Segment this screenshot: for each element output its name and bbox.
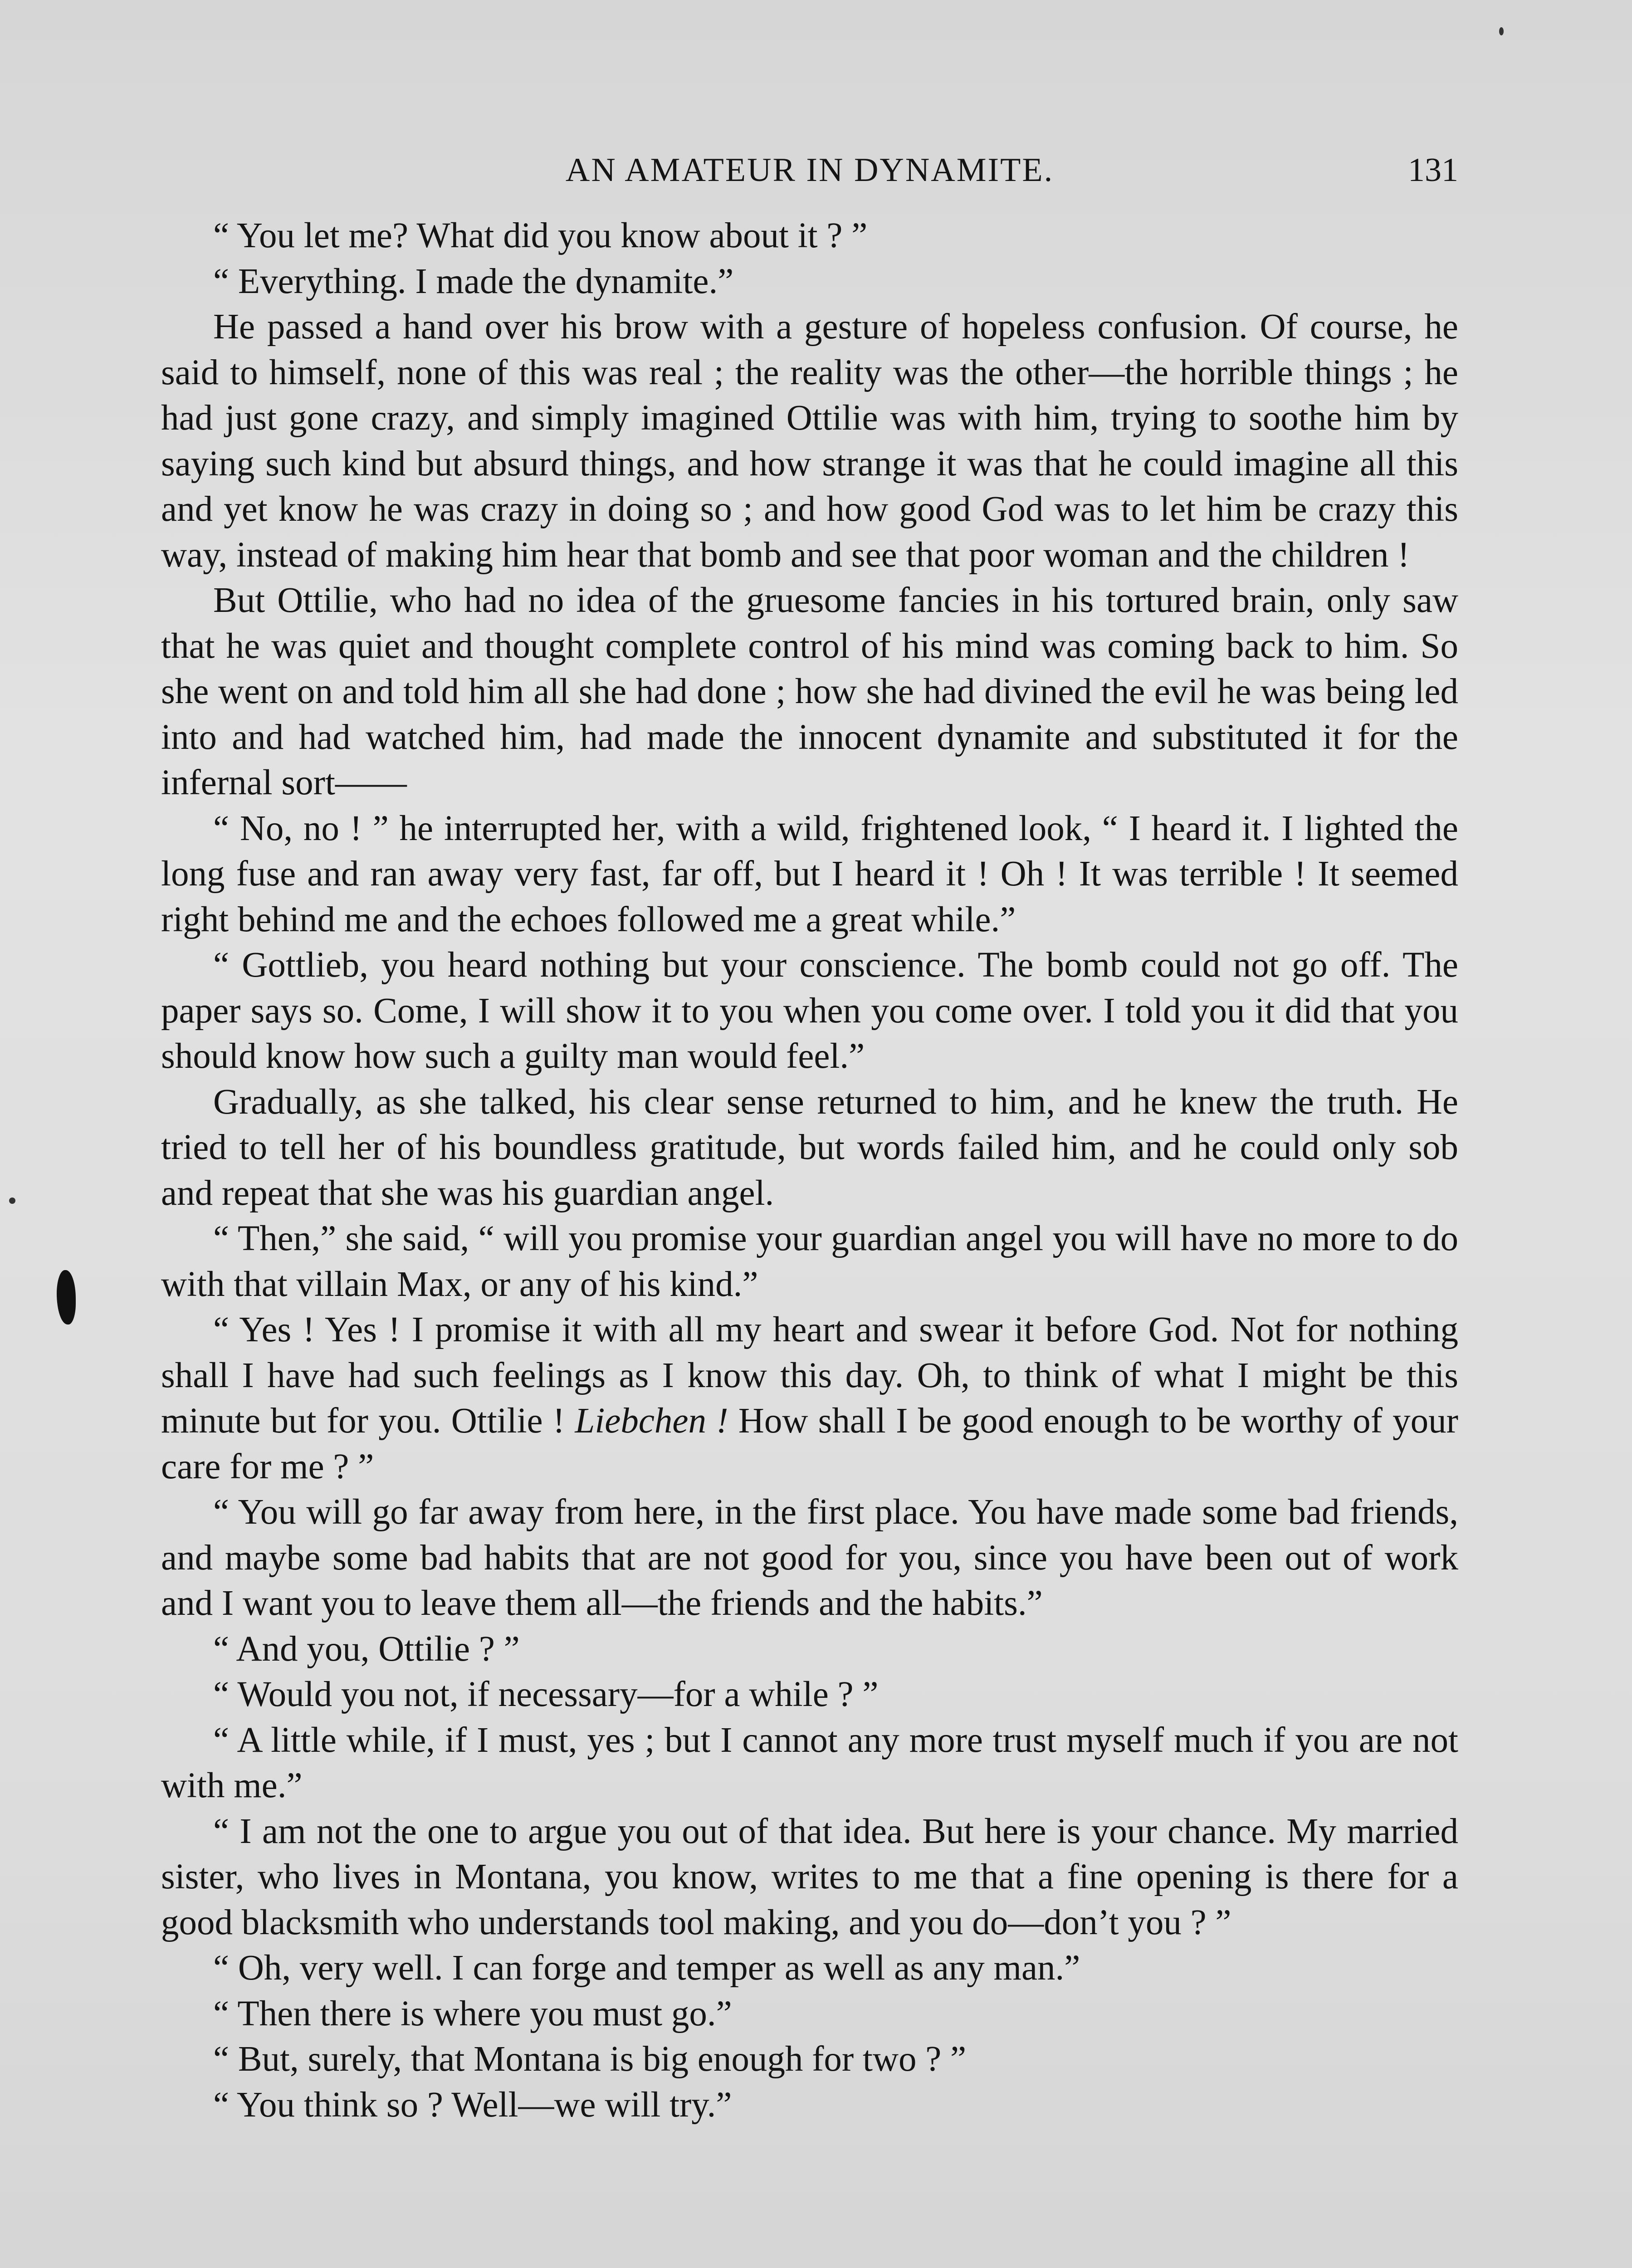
paragraph: “ No, no ! ” he interrupted her, with a wild, frightened look, “ I heard it. I lighted the long fuse and ran away very fast, far off, but I heard it ! Oh ! It was terrible ! It seemed right behind me and the echoes followed me a great while.” (161, 808, 1458, 939)
paragraph: “ You will go far away from here, in the first place. You have made some bad friends, and maybe some bad habits that are not good for you, since you have been out of work and I want you to leave them all—the friends and the habits.” (161, 1492, 1458, 1623)
paragraph: “ Then there is where you must go.” (213, 1994, 732, 2033)
paragraph: “ Then,” she said, “ will you promise your guardian angel you will have no more to do with that villain Max, or any of his kind.” (161, 1219, 1458, 1304)
paragraph: “ But, surely, that Montana is big enough for two ? ” (213, 2039, 967, 2079)
paragraph: “ You think so ? Well—we will try.” (213, 2085, 732, 2125)
edge-speck (1499, 27, 1504, 35)
paragraph-text: “ Yes ! Yes ! I promise it with all my heart and swear it before God. Not for nothing shall I have had such feelings as I know this day. Oh, to think of what I might be this minute but for you. Ottilie ! (161, 1310, 1458, 1441)
page-number: 131 (1408, 152, 1458, 189)
paragraph-text: How shall I be good enough to be worthy of your care for me ? ” (161, 1401, 1458, 1486)
paragraph: But Ottilie, who had no idea of the gruesome fancies in his tortured brain, only saw that he was quiet and thought complete control of his mind was coming back to him. So she went on and told him all she had done ; how she had divined the evil he was being led into and had watched him, had made the innocent dynamite and substituted it for the infernal sort—— (161, 581, 1458, 802)
paragraph: He passed a hand over his brow with a gesture of hopeless confusion. Of course, he said to himself, none of this was real ; the reality was the other—the horrible things ; he had just gone crazy, and simply imagined Ottilie was with him, trying to soothe him by saying such kind but absurd things, and how strange it was that he could imagine all this and yet know he was crazy in doing so ; and how good God was to let him be crazy this way, instead of making him hear that bomb and see that poor woman and the children ! (161, 307, 1458, 575)
paragraph: “ A little while, if I must, yes ; but I cannot any more trust myself much if you are not with me.” (161, 1720, 1458, 1805)
paragraph: “ Everything. I made the dynamite.” (213, 261, 734, 301)
paragraph: “ Oh, very well. I can forge and temper as well as any man.” (213, 1948, 1080, 1988)
running-title: AN AMATEUR IN DYNAMITE. (565, 152, 1054, 189)
ink-blot-mark (57, 1270, 76, 1325)
paragraph: “ You let me? What did you know about it ? ” (213, 216, 868, 255)
paragraph (161, 1307, 1458, 1490)
paragraph: “ I am not the one to argue you out of that idea. But here is your chance. My married sister, who lives in Montana, you know, writes to me that a fine opening is there for a good blacksmith who understands tool making, and you do—don’t you ? ” (161, 1811, 1458, 1942)
italic-term: Liebchen ! (575, 1401, 728, 1441)
paragraph: Gradually, as she talked, his clear sense returned to him, and he knew the truth. He tried to tell her of his boundless gratitude, but words failed him, and he could only sob and repeat that she was his guardian angel. (161, 1082, 1458, 1213)
paragraph: “ And you, Ottilie ? ” (213, 1629, 520, 1669)
paragraph: “ Would you not, if necessary—for a while ? ” (213, 1675, 879, 1714)
paragraph: “ Gottlieb, you heard nothing but your conscience. The bomb could not go off. The paper says so. Come, I will show it to you when you come over. I told you it did that you should know how such a guilty man would feel.” (161, 945, 1458, 1076)
story-text (161, 213, 1458, 2128)
edge-speck (9, 1198, 15, 1204)
page-header (161, 147, 1458, 202)
